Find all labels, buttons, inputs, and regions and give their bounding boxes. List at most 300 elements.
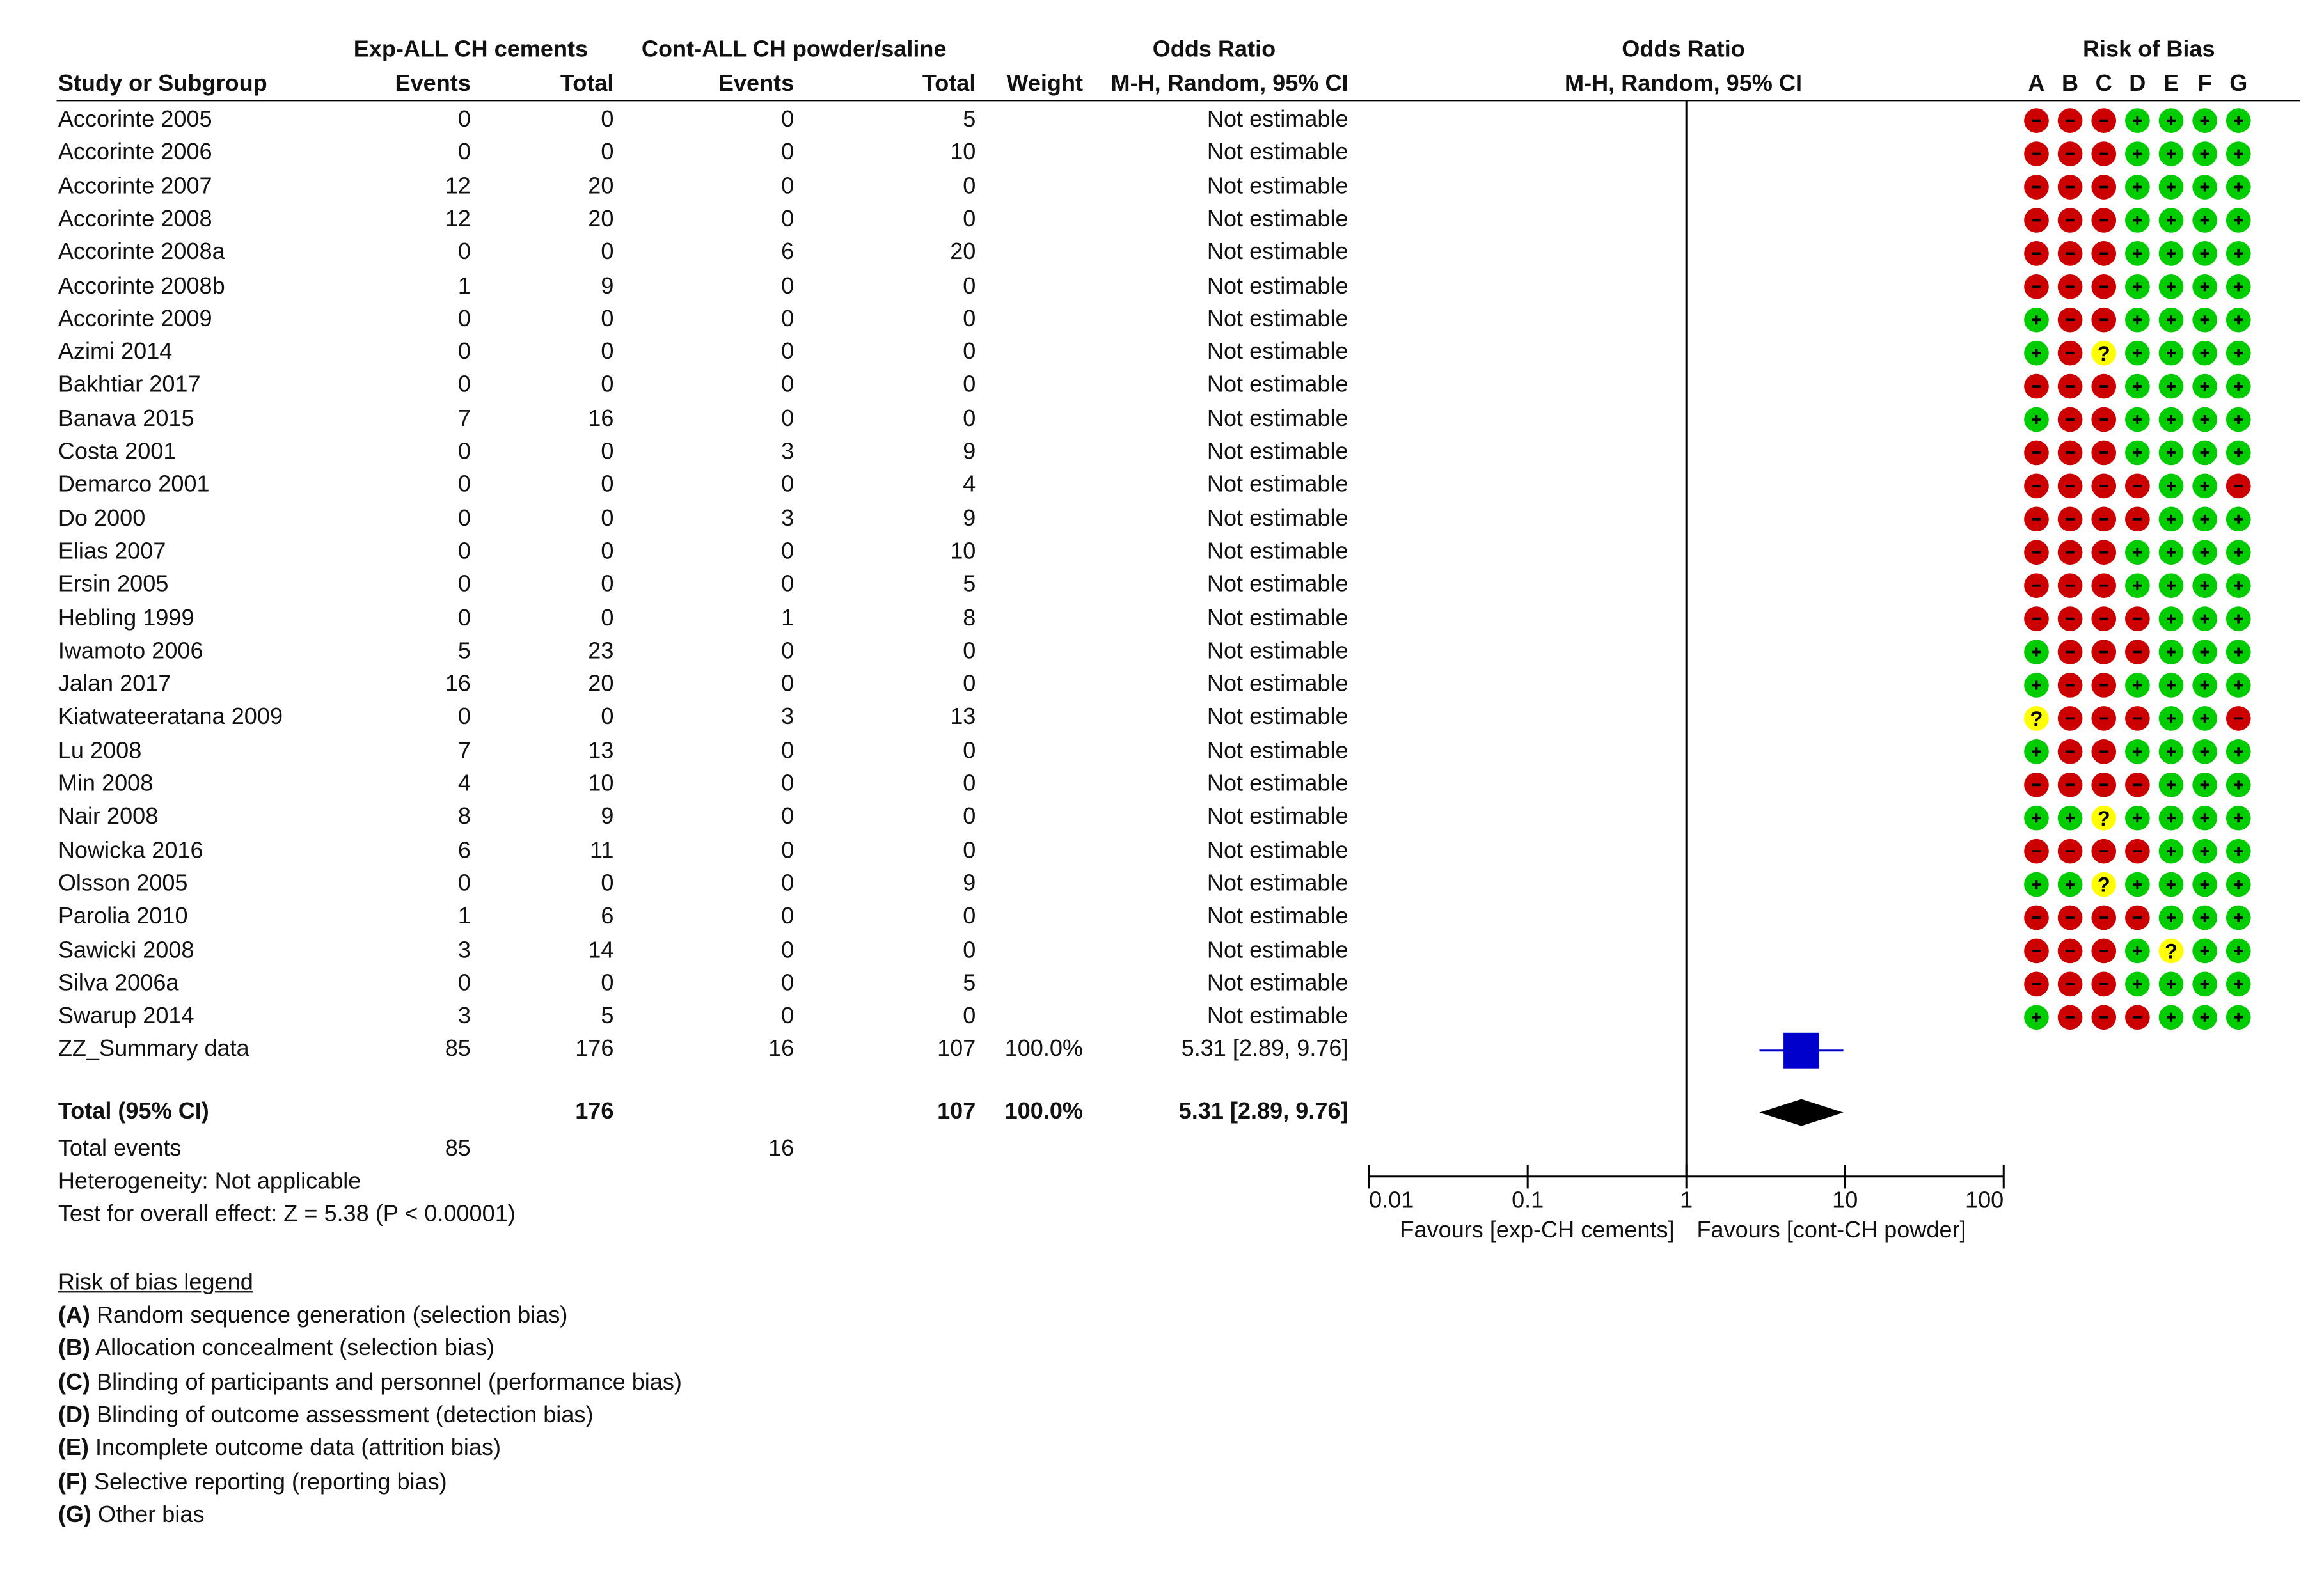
exp-events: 12	[445, 173, 471, 200]
rob-dot-low	[2226, 141, 2251, 166]
cont-total: 0	[963, 340, 976, 365]
study-odds-ratio: Not estimable	[1206, 505, 1348, 531]
cont-events: 0	[781, 107, 794, 133]
cont-events: 0	[781, 937, 794, 963]
exp-events: 4	[457, 771, 471, 797]
total-weight: 100.0%	[1004, 1099, 1084, 1125]
rob-dot-high	[2024, 141, 2049, 166]
rob-dot-low	[2192, 773, 2217, 797]
exp-total: 0	[601, 107, 614, 133]
rob-letter-e: E	[2163, 71, 2179, 97]
rob-dot-low	[2159, 806, 2184, 831]
study-odds-ratio: Not estimable	[1206, 406, 1348, 432]
study-odds-ratio: Not estimable	[1206, 838, 1348, 863]
rob-dot-high	[2058, 407, 2083, 432]
study-name: Olsson 2005	[58, 871, 188, 897]
rob-dot-low	[2125, 208, 2150, 233]
rob-dot-low	[2192, 739, 2217, 764]
rob-dot-low	[2125, 806, 2150, 831]
rob-dot-high	[2058, 506, 2083, 531]
rob-dot-low	[2192, 906, 2217, 930]
rob-dot-low	[2159, 241, 2184, 266]
rob-dot-unclear	[2024, 706, 2049, 731]
x-tick-label: 0.1	[1512, 1186, 1544, 1213]
study-name: Demarco 2001	[58, 472, 210, 498]
rob-dot-high	[2058, 839, 2083, 864]
study-odds-ratio: Not estimable	[1206, 306, 1348, 332]
exp-total: 0	[601, 605, 614, 631]
total-exp-events: 85	[445, 1136, 471, 1162]
exp-total: 0	[601, 439, 614, 465]
rob-dot-low	[2058, 806, 2083, 831]
cont-events: 0	[781, 340, 794, 365]
rob-dot-high	[2091, 573, 2116, 598]
rob-dot-high	[2091, 839, 2116, 864]
study-odds-ratio: Not estimable	[1206, 638, 1348, 664]
cont-events: 0	[781, 771, 794, 797]
plot-title: Odds Ratio	[1622, 37, 1745, 63]
rob-dot-high	[2024, 972, 2049, 997]
exp-events: 5	[457, 638, 471, 664]
cont-events: 0	[781, 904, 794, 930]
rob-letter-b: B	[2062, 71, 2079, 97]
cont-events: 0	[781, 306, 794, 332]
exp-total: 20	[588, 207, 614, 233]
study-odds-ratio: Not estimable	[1206, 937, 1348, 963]
x-tick-label: 10	[1832, 1186, 1858, 1213]
rob-dot-high	[2091, 906, 2116, 930]
exp-events: 0	[457, 439, 471, 465]
study-name: Swarup 2014	[58, 1003, 194, 1030]
rob-dot-high	[2226, 474, 2251, 499]
rob-dot-high	[2058, 739, 2083, 764]
rob-dot-low	[2125, 540, 2150, 565]
rob-dot-high	[2091, 540, 2116, 565]
study-name: Accorinte 2006	[58, 140, 212, 166]
rob-dot-low	[2192, 573, 2217, 598]
rob-dot-low	[2192, 341, 2217, 366]
svg-text:?: ?	[2165, 939, 2178, 963]
rob-dot-high	[2024, 175, 2049, 200]
study-odds-ratio: Not estimable	[1206, 1003, 1348, 1030]
rob-dot-high	[2058, 308, 2083, 333]
rob-dot-high	[2091, 208, 2116, 233]
rob-dot-low	[2058, 872, 2083, 897]
weight-header: Weight	[1006, 71, 1084, 97]
exp-total: 20	[588, 173, 614, 200]
rob-dot-high	[2091, 274, 2116, 299]
rob-letter-a: A	[2028, 71, 2045, 97]
exp-total: 23	[588, 638, 614, 664]
cont-total: 0	[963, 373, 976, 398]
study-odds-ratio: Not estimable	[1206, 273, 1348, 299]
rob-dot-low	[2226, 640, 2251, 664]
exp-events: 85	[445, 1037, 471, 1063]
cont-events: 0	[781, 838, 794, 863]
rob-dot-low	[2192, 506, 2217, 531]
cont-events: 0	[781, 140, 794, 166]
rob-dot-low	[2226, 839, 2251, 864]
rob-dot-low	[2159, 175, 2184, 200]
rob-dot-low	[2192, 839, 2217, 864]
total-events-label: Total events	[58, 1136, 182, 1162]
rob-dot-low	[2192, 141, 2217, 166]
rob-dot-low	[2159, 108, 2184, 133]
rob-dot-high	[2125, 773, 2150, 797]
rob-dot-high	[2058, 906, 2083, 930]
rob-dot-low	[2159, 374, 2184, 399]
rob-dot-high	[2058, 441, 2083, 466]
rob-dot-low	[2192, 374, 2217, 399]
legend-key: (F)	[58, 1469, 88, 1495]
rob-dot-high	[2058, 573, 2083, 598]
study-odds-ratio: Not estimable	[1206, 538, 1348, 565]
total-label: Total (95% CI)	[58, 1099, 209, 1125]
study-name: Accorinte 2008	[58, 207, 212, 233]
rob-dot-low	[2125, 673, 2150, 698]
exp-total: 0	[601, 140, 614, 166]
rob-dot-unclear	[2091, 872, 2116, 897]
rob-dot-low	[2192, 540, 2217, 565]
study-odds-ratio: Not estimable	[1206, 705, 1348, 731]
rob-dot-low	[2192, 175, 2217, 200]
study-odds-ratio: Not estimable	[1206, 671, 1348, 698]
cont-events: 0	[781, 970, 794, 996]
study-name: Parolia 2010	[58, 904, 188, 930]
cont-total: 20	[950, 240, 976, 265]
rob-dot-low	[2226, 1005, 2251, 1030]
rob-dot-low	[2226, 374, 2251, 399]
rob-dot-high	[2091, 506, 2116, 531]
rob-dot-low	[2226, 606, 2251, 631]
rob-dot-low	[2159, 540, 2184, 565]
exp-events: 16	[445, 671, 471, 698]
overall-effect: Test for overall effect: Z = 5.38 (P < 0.00001)	[58, 1202, 516, 1227]
study-name: Kiatwateeratana 2009	[58, 705, 283, 731]
exp-total: 0	[601, 373, 614, 398]
rob-dot-high	[2058, 274, 2083, 299]
cont-events: 0	[781, 472, 794, 498]
exp-total: 0	[601, 538, 614, 565]
legend-text: Selective reporting (reporting bias)	[87, 1469, 447, 1495]
legend-text: Incomplete outcome data (attrition bias)	[88, 1436, 502, 1461]
exp-events: 0	[457, 705, 471, 731]
cont-events: 0	[781, 173, 794, 200]
cont-total: 107	[937, 1037, 976, 1063]
cont-total: 0	[963, 838, 976, 863]
cont-total: 8	[963, 605, 976, 631]
svg-text:?: ?	[2097, 341, 2110, 365]
study-name: Nair 2008	[58, 805, 159, 830]
legend-item	[58, 1504, 205, 1527]
exp-events: 0	[457, 373, 471, 398]
rob-dot-low	[2226, 341, 2251, 366]
rob-dot-low	[2226, 773, 2251, 797]
rob-dot-high	[2125, 606, 2150, 631]
rob-dot-low	[2226, 506, 2251, 531]
study-odds-ratio: Not estimable	[1206, 970, 1348, 996]
favours-right-label: Favours [cont-CH powder]	[1696, 1216, 1966, 1243]
rob-dot-low	[2192, 474, 2217, 499]
legend-item	[58, 1404, 594, 1427]
total-odds-ratio: 5.31 [2.89, 9.76]	[1178, 1099, 1348, 1125]
exp-total: 6	[601, 904, 614, 930]
cont-group-header: Cont-ALL CH powder/saline	[641, 37, 947, 63]
exp-total: 5	[601, 1003, 614, 1030]
rob-dot-high	[2058, 341, 2083, 366]
exp-total: 0	[601, 970, 614, 996]
rob-dot-low	[2125, 141, 2150, 166]
rob-dot-high	[2091, 175, 2116, 200]
rob-dot-high	[2058, 673, 2083, 698]
rob-dot-low	[2226, 573, 2251, 598]
study-name: ZZ_Summary data	[58, 1037, 249, 1063]
rob-dot-low	[2125, 872, 2150, 897]
x-tick-label: 0.01	[1369, 1186, 1414, 1213]
rob-dot-low	[2226, 274, 2251, 299]
rob-dot-low	[2125, 108, 2150, 133]
study-name: Sawicki 2008	[58, 937, 194, 963]
cont-total-header: Total	[922, 71, 976, 97]
rob-dot-low	[2125, 407, 2150, 432]
rob-dot-high	[2024, 474, 2049, 499]
exp-total: 14	[588, 937, 614, 963]
exp-total: 9	[601, 805, 614, 830]
study-name: Jalan 2017	[58, 671, 171, 698]
legend-text: Allocation concealment (selection bias)	[90, 1336, 495, 1362]
exp-events: 0	[457, 107, 471, 133]
rob-dot-low	[2159, 474, 2184, 499]
cont-events: 0	[781, 538, 794, 565]
study-weight: 100.0%	[1004, 1037, 1084, 1063]
study-name: Accorinte 2009	[58, 306, 212, 332]
study-column-header: Study or Subgroup	[58, 71, 267, 97]
rob-dot-low	[2226, 208, 2251, 233]
rob-dot-low	[2226, 872, 2251, 897]
rob-dot-low	[2125, 939, 2150, 964]
rob-dot-high	[2091, 407, 2116, 432]
rob-dot-low	[2159, 773, 2184, 797]
rob-dot-high	[2125, 839, 2150, 864]
study-name: Nowicka 2016	[58, 838, 203, 863]
rob-dot-low	[2226, 806, 2251, 831]
favours-left-label: Favours [exp-CH cements]	[1400, 1216, 1675, 1243]
rob-dot-high	[2058, 606, 2083, 631]
total-exp-total: 176	[575, 1099, 614, 1125]
rob-dot-low	[2159, 640, 2184, 664]
total-cont-total: 107	[937, 1099, 976, 1125]
rob-dot-high	[2091, 640, 2116, 664]
rob-dot-unclear	[2091, 806, 2116, 831]
study-effect-square	[1783, 1033, 1819, 1069]
rob-dot-low	[2024, 640, 2049, 664]
exp-events: 0	[457, 240, 471, 265]
study-odds-ratio: Not estimable	[1206, 738, 1348, 764]
study-odds-ratio: Not estimable	[1206, 439, 1348, 465]
rob-dot-unclear	[2091, 341, 2116, 366]
rob-dot-high	[2024, 540, 2049, 565]
cont-events: 3	[781, 705, 794, 731]
rob-letter-d: D	[2129, 71, 2146, 97]
effect-marks	[1760, 1033, 1844, 1126]
rob-dot-high	[2091, 108, 2116, 133]
rob-dot-high	[2024, 839, 2049, 864]
exp-events: 7	[457, 738, 471, 764]
cont-total: 0	[963, 904, 976, 930]
rob-dot-high	[2024, 208, 2049, 233]
rob-dot-low	[2125, 241, 2150, 266]
study-name: Accorinte 2008a	[58, 240, 225, 265]
exp-events: 12	[445, 207, 471, 233]
rob-dot-high	[2226, 706, 2251, 731]
exp-total: 176	[575, 1037, 614, 1063]
rob-dot-low	[2024, 673, 2049, 698]
x-tick-label: 100	[1965, 1186, 2004, 1213]
cont-events: 3	[781, 439, 794, 465]
study-odds-ratio: Not estimable	[1206, 240, 1348, 265]
cont-events: 0	[781, 1003, 794, 1030]
cont-total: 0	[963, 406, 976, 432]
x-tick-label: 1	[1680, 1186, 1693, 1213]
legend-key: (A)	[58, 1303, 90, 1329]
legend-item	[58, 1438, 501, 1461]
cont-total: 0	[963, 1003, 976, 1030]
or-column-title: Odds Ratio	[1152, 37, 1276, 63]
study-name: Accorinte 2007	[58, 173, 212, 200]
rob-dot-low	[2159, 906, 2184, 930]
exp-total: 0	[601, 306, 614, 332]
study-name: Min 2008	[58, 771, 154, 797]
rob-dot-low	[2159, 341, 2184, 366]
svg-text:?: ?	[2097, 872, 2110, 897]
cont-total: 0	[963, 805, 976, 830]
exp-events: 1	[457, 904, 471, 930]
rob-dot-low	[2192, 241, 2217, 266]
rob-dot-low	[2125, 274, 2150, 299]
rob-dot-high	[2058, 141, 2083, 166]
rob-dot-low	[2192, 441, 2217, 466]
rob-dot-low	[2159, 141, 2184, 166]
rob-dot-low	[2159, 407, 2184, 432]
study-odds-ratio: Not estimable	[1206, 771, 1348, 797]
pooled-diamond	[1760, 1099, 1844, 1126]
rob-dot-low	[2159, 441, 2184, 466]
study-odds-ratio: Not estimable	[1206, 472, 1348, 498]
rob-dot-high	[2058, 108, 2083, 133]
rob-dot-high	[2024, 274, 2049, 299]
rob-dot-low	[2192, 939, 2217, 964]
rob-dot-low	[2192, 208, 2217, 233]
rob-dot-high	[2058, 374, 2083, 399]
rob-dot-high	[2091, 739, 2116, 764]
rob-dot-unclear	[2159, 939, 2184, 964]
legend-key: (E)	[58, 1436, 89, 1461]
cont-events-header: Events	[718, 71, 794, 97]
study-name: Lu 2008	[58, 738, 142, 764]
exp-events: 6	[457, 838, 471, 863]
rob-dot-high	[2125, 640, 2150, 664]
exp-total: 13	[588, 738, 614, 764]
study-name: Hebling 1999	[58, 605, 194, 631]
cont-events: 0	[781, 871, 794, 897]
rob-dot-high	[2024, 108, 2049, 133]
cont-total: 0	[963, 306, 976, 332]
study-odds-ratio: Not estimable	[1206, 207, 1348, 233]
rob-dot-low	[2226, 673, 2251, 698]
rob-dot-high	[2125, 506, 2150, 531]
rob-dot-low	[2192, 606, 2217, 631]
exp-events: 0	[457, 505, 471, 531]
legend-title: Risk of bias legend	[58, 1270, 253, 1296]
rob-dot-low	[2192, 806, 2217, 831]
cont-events: 0	[781, 207, 794, 233]
cont-total: 0	[963, 273, 976, 299]
rob-dot-high	[2091, 141, 2116, 166]
rob-dot-high	[2091, 606, 2116, 631]
study-odds-ratio: Not estimable	[1206, 140, 1348, 166]
cont-total: 13	[950, 705, 976, 731]
rob-dot-low	[2024, 308, 2049, 333]
cont-total: 5	[963, 572, 976, 598]
rob-dot-low	[2192, 972, 2217, 997]
risk-of-bias-title: Risk of Bias	[2082, 37, 2215, 63]
study-name: Banava 2015	[58, 406, 194, 432]
exp-events: 8	[457, 805, 471, 830]
rob-dot-low	[2226, 906, 2251, 930]
legend-text: Blinding of outcome assessment (detection bias)	[90, 1402, 594, 1429]
study-name: Elias 2007	[58, 538, 166, 565]
exp-total: 0	[601, 871, 614, 897]
cont-total: 0	[963, 638, 976, 664]
cont-events: 0	[781, 572, 794, 598]
cont-total: 9	[963, 871, 976, 897]
study-name: Silva 2006a	[58, 970, 179, 996]
exp-events: 0	[457, 871, 471, 897]
rob-dot-high	[2091, 673, 2116, 698]
rob-dot-low	[2159, 839, 2184, 864]
svg-text:?: ?	[2030, 707, 2043, 731]
rob-dot-high	[2125, 706, 2150, 731]
rob-dot-high	[2091, 241, 2116, 266]
study-odds-ratio: Not estimable	[1206, 340, 1348, 365]
rob-dot-low	[2024, 739, 2049, 764]
rob-dot-high	[2024, 939, 2049, 964]
exp-total-header: Total	[560, 71, 614, 97]
rob-dot-low	[2125, 972, 2150, 997]
rob-dot-low	[2024, 806, 2049, 831]
rob-dot-high	[2058, 175, 2083, 200]
rob-dot-low	[2159, 972, 2184, 997]
exp-events-header: Events	[395, 71, 471, 97]
rob-dot-high	[2058, 640, 2083, 664]
exp-total: 11	[589, 838, 614, 863]
rob-dot-high	[2058, 706, 2083, 731]
exp-events: 3	[457, 937, 471, 963]
exp-total: 0	[601, 240, 614, 265]
study-odds-ratio: Not estimable	[1206, 805, 1348, 830]
study-odds-ratio: Not estimable	[1206, 904, 1348, 930]
rob-dot-low	[2226, 540, 2251, 565]
exp-group-header: Exp-ALL CH cements	[353, 37, 589, 63]
rob-dot-high	[2091, 706, 2116, 731]
exp-events: 0	[457, 970, 471, 996]
rob-dot-high	[2058, 773, 2083, 797]
exp-total: 0	[601, 340, 614, 365]
study-odds-ratio: Not estimable	[1206, 605, 1348, 631]
cont-events: 0	[781, 738, 794, 764]
cont-events: 0	[781, 373, 794, 398]
rob-dot-low	[2159, 506, 2184, 531]
